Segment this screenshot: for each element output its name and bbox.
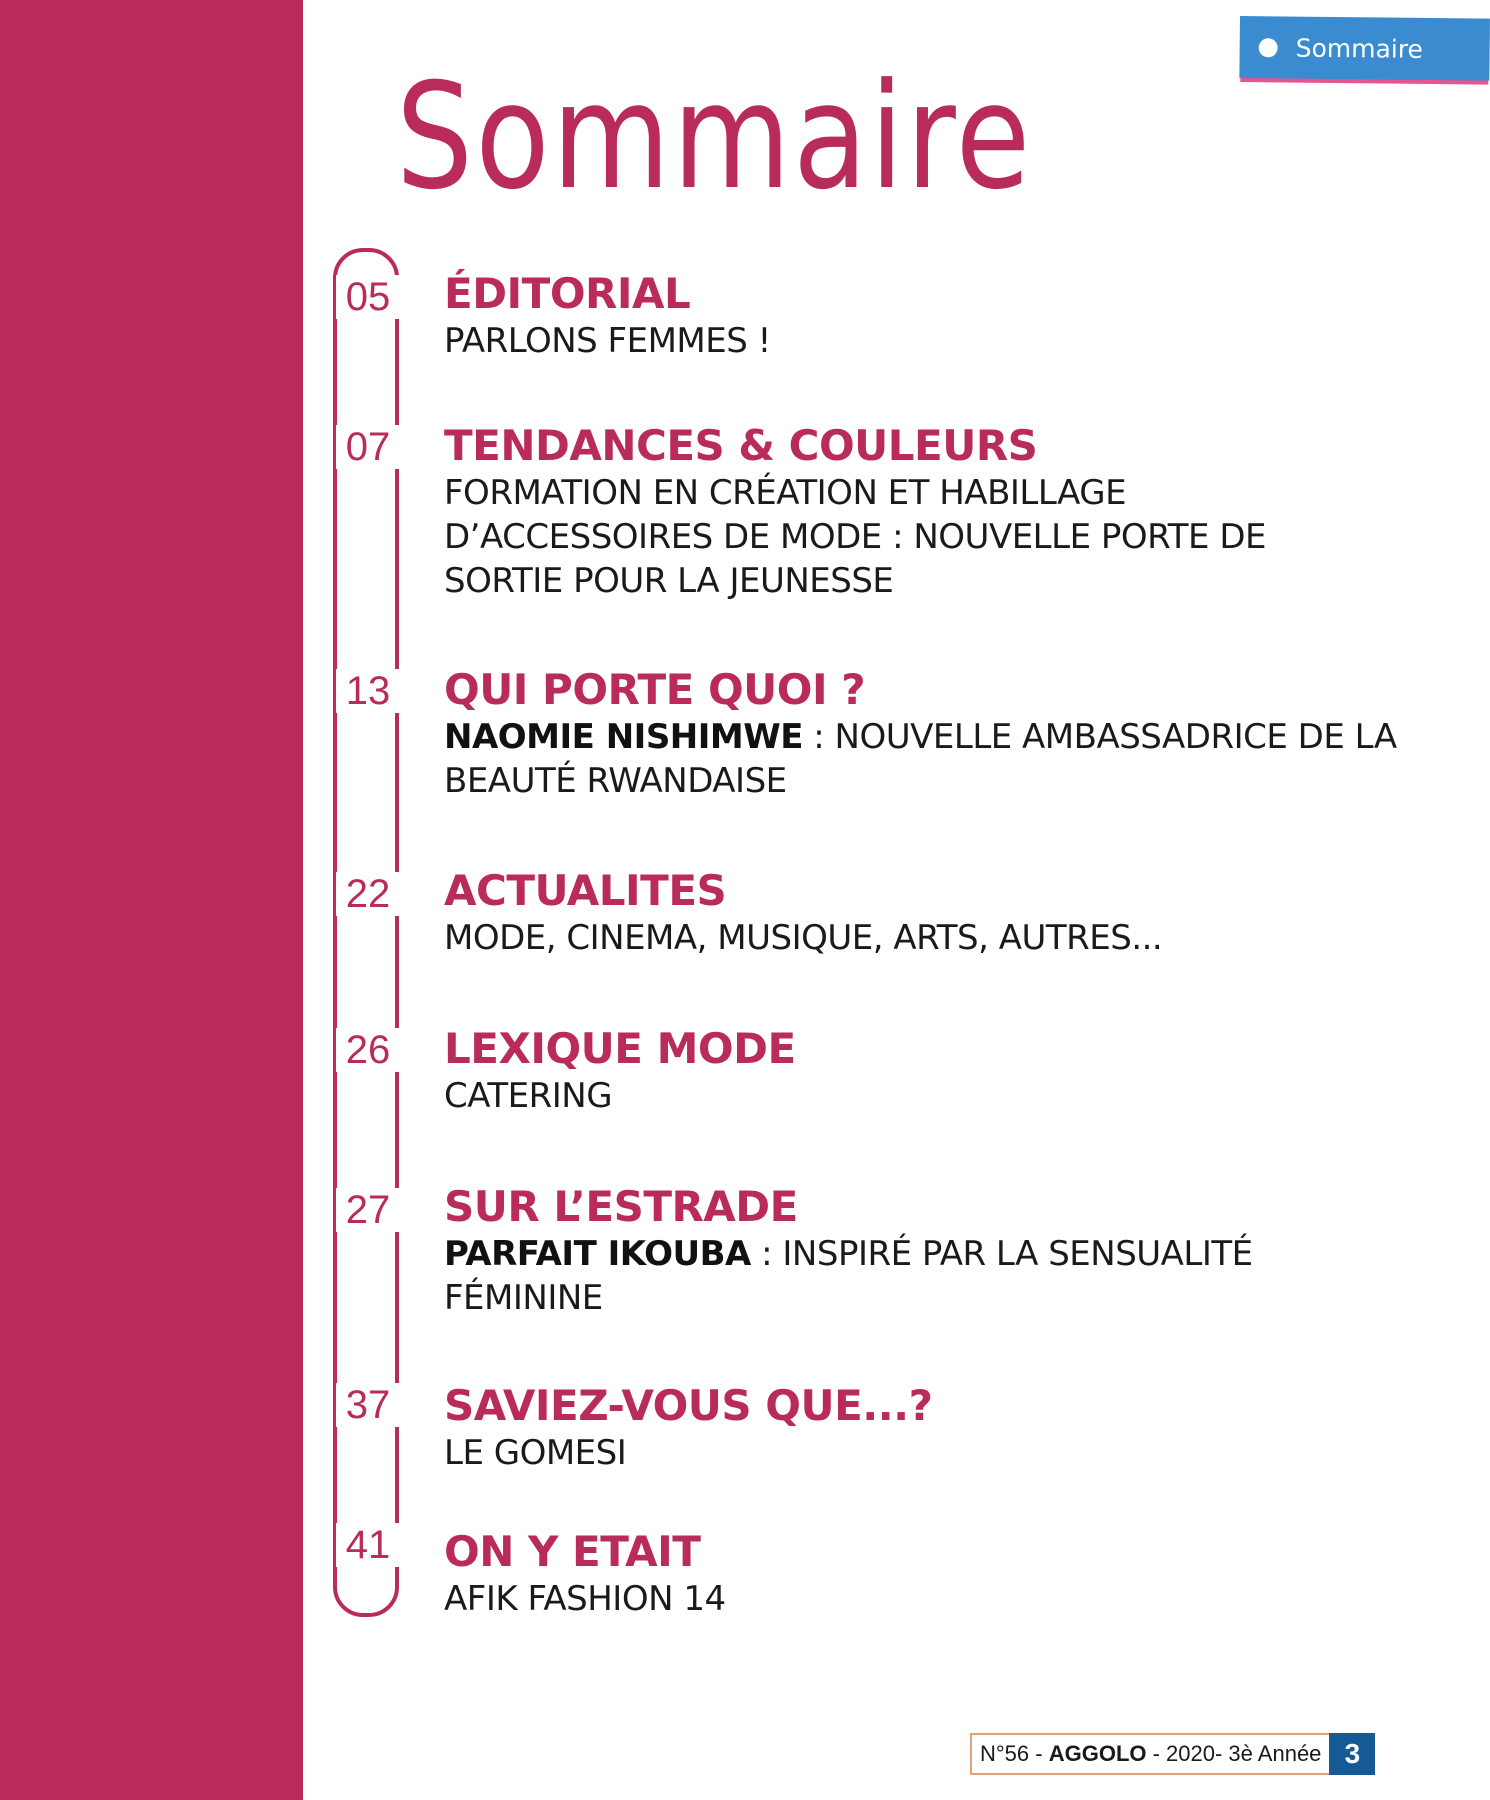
entry-subtitle-text: : NOUVELLE AMBASSADRICE DE LA BEAUTÉ RWANDAISE: [444, 717, 1397, 801]
magenta-sidebar: [0, 0, 303, 1800]
entry-subtitle: [444, 1577, 1444, 1621]
section-tab[interactable]: [1239, 16, 1490, 81]
toc-entry[interactable]: [444, 1024, 1444, 1118]
entry-subtitle: [444, 1074, 1444, 1118]
entry-subtitle: [444, 319, 1444, 363]
page-footer: [970, 1733, 1375, 1775]
entry-subtitle: [444, 1232, 1284, 1320]
entry-title: ÉDITORIAL: [444, 269, 691, 318]
entry-subtitle-text: PARLONS FEMMES !: [444, 321, 771, 361]
entry-subtitle-text: AFIK FASHION 14: [444, 1579, 726, 1619]
footer-issue: N°56 -: [980, 1741, 1049, 1766]
entry-subtitle-text: CATERING: [444, 1076, 613, 1116]
bullet-dot-icon: [1259, 38, 1278, 57]
entry-title: LEXIQUE MODE: [444, 1024, 796, 1073]
footer-issue-info: [970, 1733, 1329, 1775]
entry-subtitle-bold: PARFAIT IKOUBA: [444, 1234, 751, 1274]
page-number: 41: [336, 1523, 400, 1567]
footer-magazine: AGGOLO: [1048, 1741, 1147, 1766]
page-number: 07: [336, 425, 400, 469]
entry-subtitle-text: MODE, CINEMA, MUSIQUE, ARTS, AUTRES...: [444, 918, 1163, 958]
entry-subtitle-text: : INSPIRÉ PAR LA SENSUALITÉ FÉMININE: [444, 1234, 1253, 1318]
entry-subtitle: [444, 1431, 1444, 1475]
entry-title: TENDANCES & COULEURS: [444, 421, 1038, 470]
entry-subtitle-text: LE GOMESI: [444, 1433, 627, 1473]
toc-entry[interactable]: [444, 866, 1444, 960]
entry-title: QUI PORTE QUOI ?: [444, 665, 866, 714]
page-number: 37: [336, 1383, 400, 1427]
page-number: 05: [336, 275, 400, 319]
entry-subtitle-text: FORMATION EN CRÉATION ET HABILLAGE D’ACCESSOIRES DE MODE : NOUVELLE PORTE DE SORTIE POUR LA JEUNESSE: [444, 473, 1266, 601]
toc-entry[interactable]: [444, 269, 1444, 363]
entry-title: ACTUALITES: [444, 866, 727, 915]
entry-subtitle: [444, 715, 1464, 803]
page-number: 26: [336, 1028, 400, 1072]
entry-title: SAVIEZ-VOUS QUE...?: [444, 1381, 933, 1430]
entry-title: ON Y ETAIT: [444, 1527, 701, 1576]
toc-entry[interactable]: [444, 1381, 1444, 1475]
toc-entry[interactable]: [444, 421, 1344, 603]
footer-year: - 2020- 3è Année: [1146, 1741, 1322, 1766]
toc-entry[interactable]: [444, 1182, 1284, 1320]
entry-subtitle: [444, 916, 1444, 960]
entry-title: SUR L’ESTRADE: [444, 1182, 798, 1231]
toc-entry[interactable]: [444, 665, 1464, 803]
entry-subtitle-bold: NAOMIE NISHIMWE: [444, 717, 803, 757]
footer-page-number: 3: [1329, 1733, 1375, 1775]
section-tab-label: Sommaire: [1295, 33, 1424, 64]
toc-entry[interactable]: [444, 1527, 1444, 1621]
page-title: Sommaire: [396, 52, 1033, 222]
page-number: 13: [336, 669, 400, 713]
page-number: 22: [336, 872, 400, 916]
page-number: 27: [336, 1188, 400, 1232]
entry-subtitle: [444, 471, 1344, 603]
